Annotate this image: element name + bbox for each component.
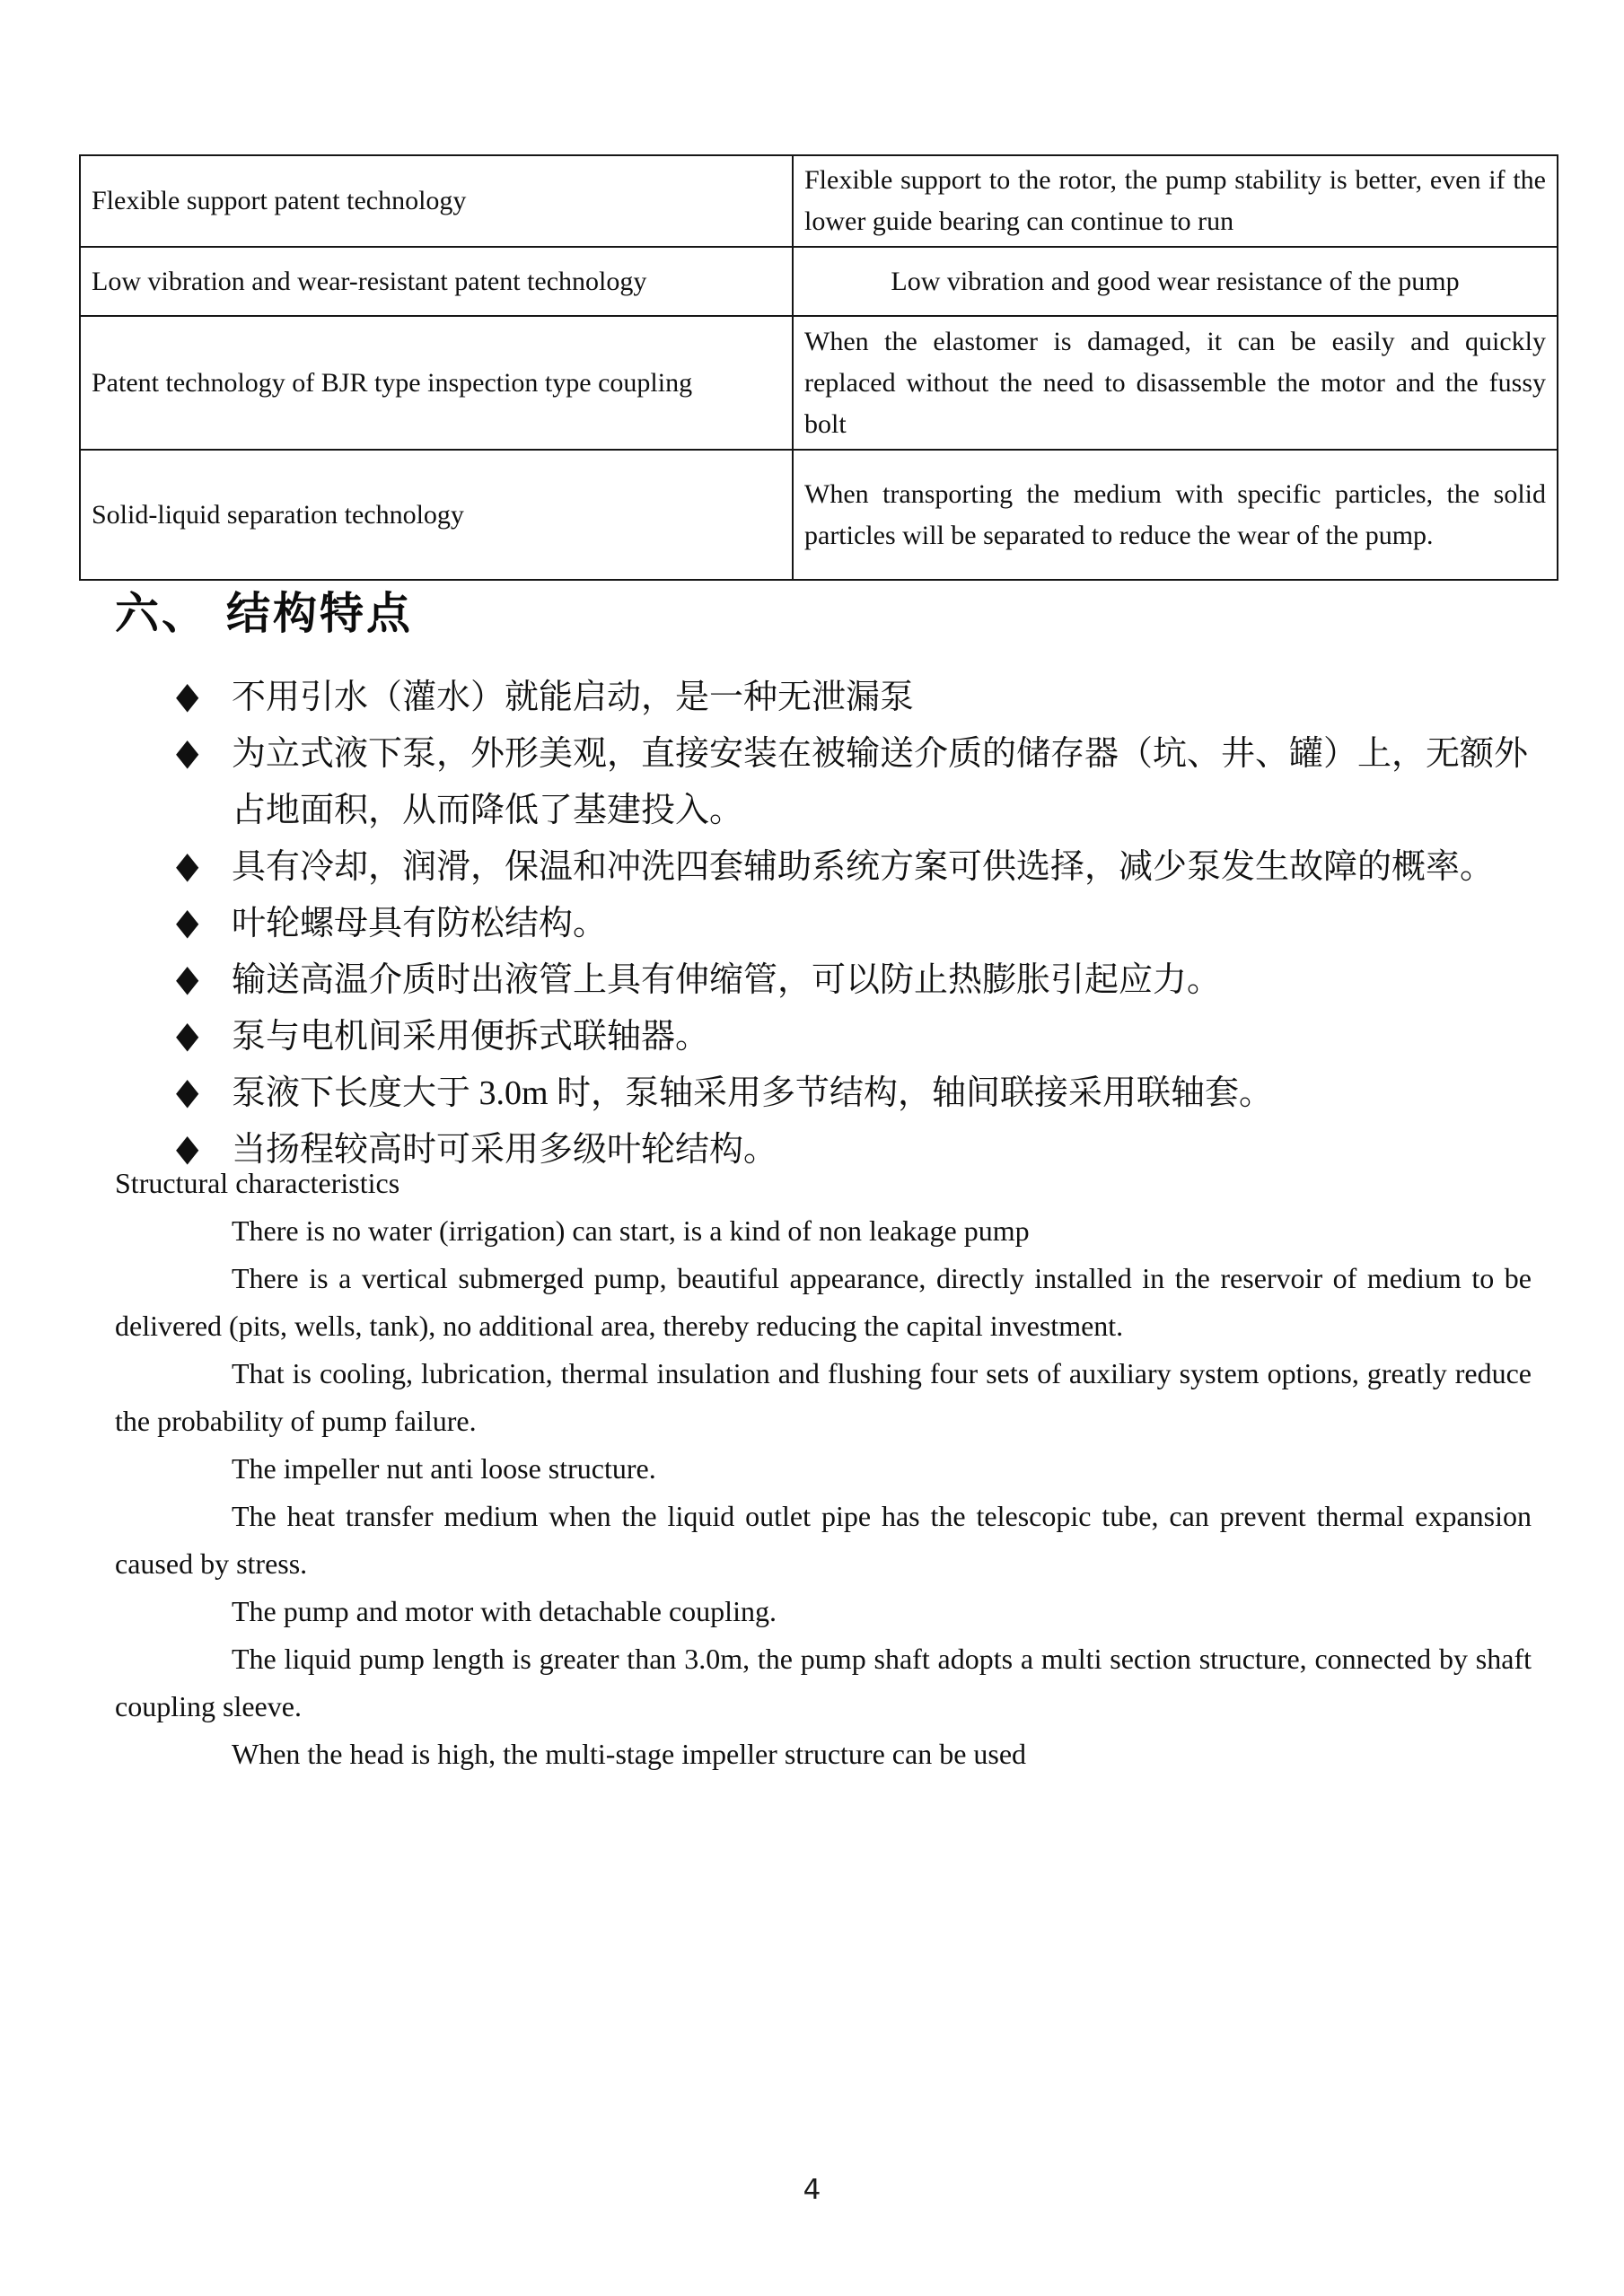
bullet-text: 叶轮螺母具有防松结构。 <box>232 905 608 942</box>
feature-description-cell: When transporting the medium with specific particles, the solid particles will be separated to reduce the wear of the pump. <box>793 450 1558 580</box>
english-paragraph: The heat transfer medium when the liquid outlet pipe has the telescopic tube, can prevent thermal expansion caused by stress. <box>115 1500 1532 1580</box>
feature-name-cell: Solid-liquid separation technology <box>80 450 793 580</box>
page-number: 4 <box>803 2174 821 2206</box>
diamond-bullet-icon: ◆ <box>176 842 199 887</box>
bullet-item <box>176 670 1532 726</box>
bullet-text: 泵液下长度大于 3.0m 时，泵轴采用多节结构，轴间联接采用联轴套。 <box>232 1074 1274 1112</box>
bullet-item <box>176 896 1532 952</box>
english-translation-block <box>115 1160 1532 1778</box>
bullet-text: 当扬程较高时可采用多级叶轮结构。 <box>232 1131 778 1169</box>
bullet-text: 具有冷却，润滑，保温和冲洗四套辅助系统方案可供选择，减少泵发生故障的概率。 <box>232 848 1495 886</box>
english-paragraph: There is a vertical submerged pump, beautiful appearance, directly installed in the reservoir of medium to be delivered (pits, wells, tank), no additional area, thereby reducing the capital investment. <box>115 1262 1532 1342</box>
features-table <box>79 154 1558 581</box>
table-row <box>80 450 1558 580</box>
diamond-bullet-icon: ◆ <box>176 1012 199 1056</box>
feature-bullet-list <box>176 670 1532 1179</box>
feature-description-cell: When the elastomer is damaged, it can be easily and quickly replaced without the need to disassemble the motor and the fussy bolt <box>793 316 1558 450</box>
feature-description-cell: Low vibration and good wear resistance of the pump <box>793 247 1558 316</box>
english-paragraph: That is cooling, lubrication, thermal insulation and flushing four sets of auxiliary system options, greatly reduce the probability of pump failure. <box>115 1357 1532 1437</box>
diamond-bullet-icon: ◆ <box>176 955 199 1000</box>
diamond-bullet-icon: ◆ <box>176 1125 199 1170</box>
feature-name-cell: Flexible support patent technology <box>80 155 793 247</box>
bullet-item <box>176 839 1532 896</box>
diamond-bullet-icon: ◆ <box>176 898 199 943</box>
section-heading: 六、 结构特点 <box>115 588 414 639</box>
diamond-bullet-icon: ◆ <box>176 729 199 774</box>
bullet-item <box>176 952 1532 1009</box>
bullet-text: 输送高温介质时出液管上具有伸缩管，可以防止热膨胀引起应力。 <box>232 961 1222 999</box>
english-paragraph: The impeller nut anti loose structure. <box>232 1452 656 1485</box>
table-row <box>80 316 1558 450</box>
table-row <box>80 155 1558 247</box>
bullet-item <box>176 726 1532 839</box>
english-paragraph: There is no water (irrigation) can start, is a kind of non leakage pump <box>232 1214 1030 1247</box>
bullet-text: 为立式液下泵，外形美观，直接安装在被输送介质的储存器（坑、井、罐）上，无额外占地面积，从而降低了基建投入。 <box>232 735 1529 829</box>
feature-description-cell: Flexible support to the rotor, the pump stability is better, even if the lower guide bearing can continue to run <box>793 155 1558 247</box>
feature-name-cell: Low vibration and wear-resistant patent technology <box>80 247 793 316</box>
bullet-item <box>176 1065 1532 1122</box>
english-paragraph: The liquid pump length is greater than 3.0m, the pump shaft adopts a multi section structure, connected by shaft coupling sleeve. <box>115 1643 1532 1722</box>
english-paragraph: The pump and motor with detachable coupling. <box>232 1595 777 1627</box>
bullet-item <box>176 1009 1532 1065</box>
diamond-bullet-icon: ◆ <box>176 1068 199 1113</box>
feature-name-cell: Patent technology of BJR type inspection type coupling <box>80 316 793 450</box>
english-paragraph: When the head is high, the multi-stage impeller structure can be used <box>232 1738 1027 1770</box>
bullet-text: 不用引水（灌水）就能启动，是一种无泄漏泵 <box>232 679 915 716</box>
table-row <box>80 247 1558 316</box>
english-title: Structural characteristics <box>115 1167 400 1199</box>
diamond-bullet-icon: ◆ <box>176 672 199 717</box>
bullet-text: 泵与电机间采用便拆式联轴器。 <box>232 1018 710 1056</box>
